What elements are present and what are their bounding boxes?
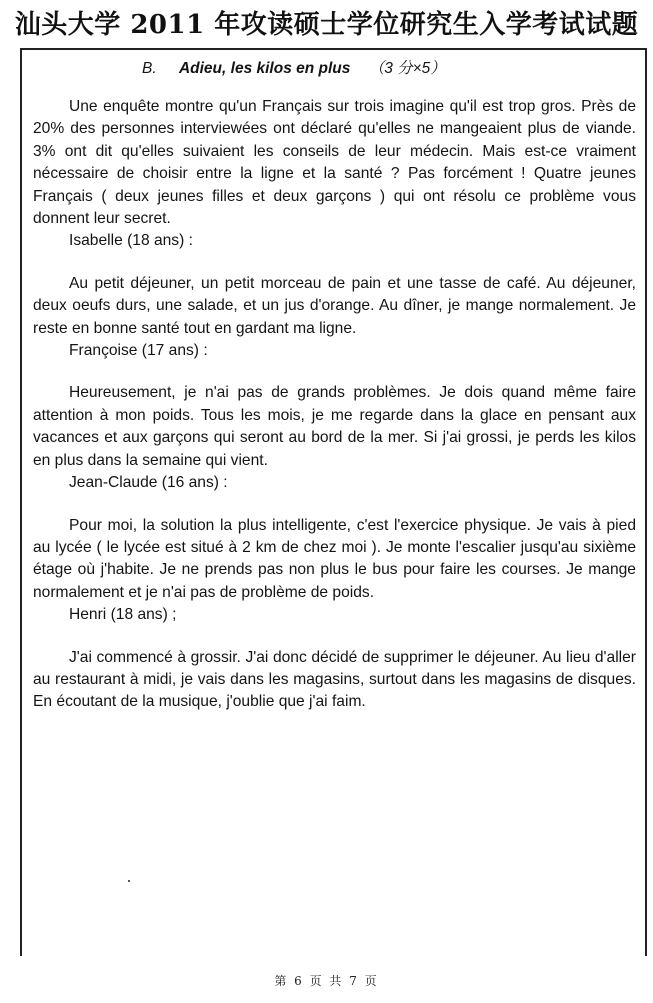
section-heading [142,56,446,78]
section-title: Adieu, les kilos en plus [178,60,351,77]
page-number-footer: 第 6 页 共 7 页 [274,974,379,988]
testimony-francoise: Heureusement, je n'ai pas de grands problèmes. Je dois quand même faire attention à mon poids. Tous les mois, je me regarde dans la glace en pensant aux vacances et aux garçons qui seront au bord de la mer. Si j'ai grossi, je perds les kilos en plus dans la semaine qui vient. [33,384,636,469]
scan-speck [128,880,130,882]
passage [33,96,636,714]
speaker-henri: Henri (18 ans) ; [69,606,177,624]
section-letter: B. [142,60,157,77]
section-score: （3 分×5） [368,60,446,77]
testimony-henri: J'ai commencé à grossir. J'ai donc décidé de supprimer le déjeuner. Au lieu d'aller au restaurant à midi, je vais dans les magasins, surtout dans les magasins de disques. En écoutant de la musique, j'oublie que j'ai faim. [33,648,636,711]
intro-paragraph: Une enquête montre qu'un Français sur trois imagine qu'il est trop gros. Près de 20% des personnes interviewées ont déclaré qu'elles ne mangeaient plus de viande. 3% ont dit qu'elles suivaient les conseils de leur médecin. Mais est-ce vraiment nécessaire de choisir entre la ligne et la santé ? Pas forcément ! Quatre jeunes Français ( deux jeunes filles et deux garçons ) qui ont résolu ce problème vous donnent leur secret. [33,98,636,228]
speaker-jean-claude: Jean-Claude (16 ans) : [69,474,228,492]
speaker-francoise: Françoise (17 ans) : [69,342,208,360]
testimony-jean-claude: Pour moi, la solution la plus intelligente, c'est l'exercice physique. Je vais à pied au lycée ( le lycée est situé à 2 km de chez moi ). Je monte l'escalier jusqu'au sixième étage où j'habite. Je ne prends pas non plus le bus pour faire les courses. Je mange normalement et je n'ai pas de problème de poids. [33,516,636,601]
exam-header-title: 汕头大学 2011 年攻读硕士学位研究生入学考试试题 [14,10,639,40]
testimony-isabelle: Au petit déjeuner, un petit morceau de pain et une tasse de café. Au déjeuner, deux oeufs durs, une salade, et un jus d'orange. Au dîner, je mange normalement. Je reste en bonne santé tout en gardant ma ligne. [33,274,636,337]
speaker-isabelle: Isabelle (18 ans) : [69,232,193,250]
